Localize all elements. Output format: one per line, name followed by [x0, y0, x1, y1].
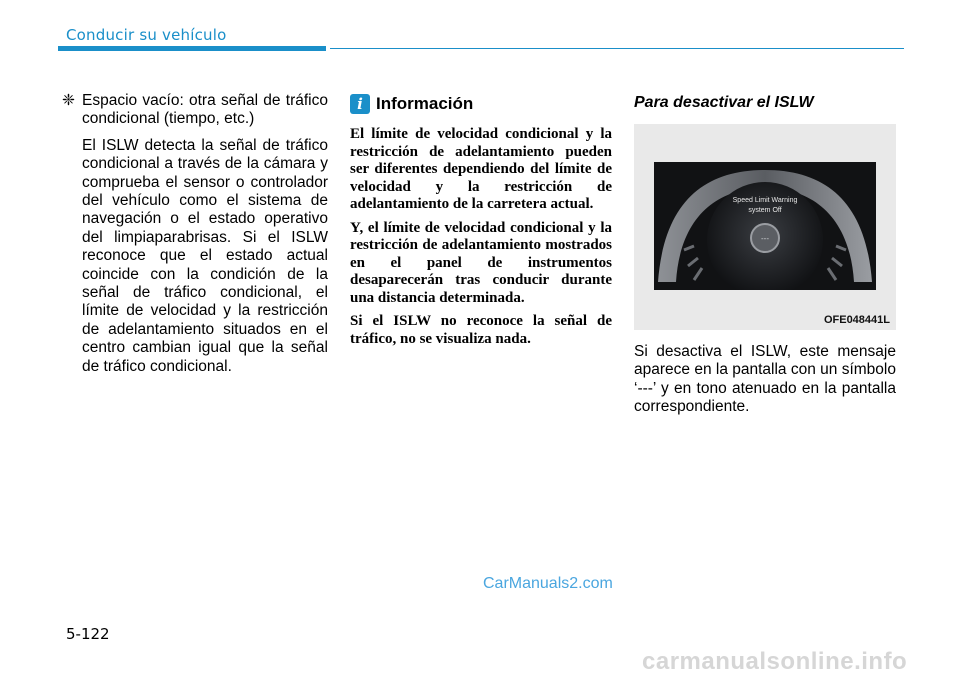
info-icon: i: [350, 94, 370, 114]
info-header: [348, 92, 612, 116]
screen-line-1: Speed Limit Warning: [732, 197, 798, 204]
info-paragraph: Si el ISLW no reconoce la señal de tráfico, no se visualiza nada.: [350, 313, 612, 347]
footer-watermark: carmanualsonline.info: [642, 648, 908, 675]
speed-limit-symbol: ---: [761, 234, 769, 243]
header-divider: [330, 48, 904, 49]
deactivate-heading: Para desactivar el ISLW: [634, 94, 814, 111]
info-title: Información: [376, 94, 474, 113]
bullet-text: Espacio vacío: otra señal de tráfico condicional (tiempo, etc.): [82, 92, 328, 128]
screen-line-2: system Off: [748, 207, 782, 214]
figure-label: OFE048441L: [823, 314, 890, 326]
islw-description: El ISLW detecta la señal de tráfico condicional a través de la cámara y comprueba el sensor o controlador del vehículo como el sistema de navegación o el estado operativo del limpiaparabrisas. Si el ISLW reconoce que el estado actual coincide con la condición de la señal de tráfico condicional, el límite de velocidad y la restricción de adelantamiento situados en el centro cambian igual que la señal de tráfico condicional.: [82, 136, 328, 375]
info-paragraph: Y, el límite de velocidad condicional y la restricción de adelantamiento mostrados en el panel de instrumentos desaparecerán tras conducir durante una distancia determinada.: [350, 219, 612, 306]
watermark-link[interactable]: CarManuals2.com: [483, 575, 613, 592]
header-accent-bar: [58, 46, 326, 51]
instrument-cluster-image: [654, 162, 876, 290]
deactivate-description: Si desactiva el ISLW, este mensaje aparece en la pantalla con un símbolo ‘---’ y en tono atenuado en la pantalla correspondiente.: [634, 343, 896, 416]
bullet-symbol-icon: ❈: [62, 92, 75, 109]
left-column: [62, 92, 328, 376]
cluster-figure: [634, 124, 896, 330]
page-number: 5-122: [66, 625, 110, 643]
right-column: [634, 92, 896, 417]
info-paragraph: El límite de velocidad condicional y la restricción de adelantamiento pueden ser diferentes dependiendo del límite de velocidad y la restricción de adelantamiento de la carretera actual.: [350, 126, 612, 212]
section-title: Conducir su vehículo: [66, 26, 227, 44]
info-box: [348, 92, 612, 348]
note-bullet: [62, 92, 328, 129]
